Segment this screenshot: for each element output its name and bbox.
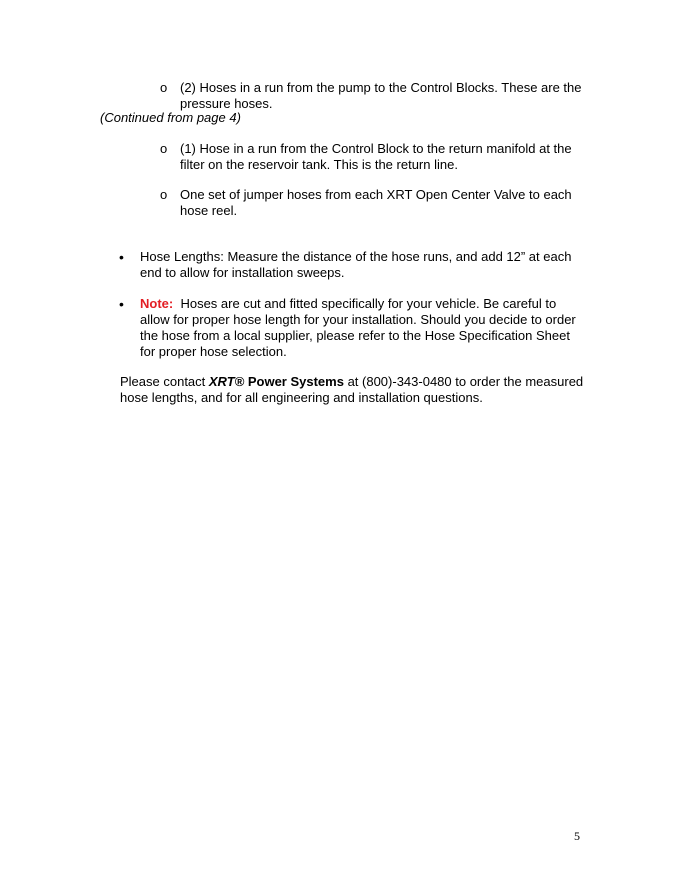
list-item: (1) Hose in a run from the Control Block to the return manifold at the filter on the reservoir tank. This is the return line. <box>180 141 572 172</box>
list-item: One set of jumper hoses from each XRT Open Center Valve to each hose reel. <box>180 187 572 218</box>
note-item <box>140 296 585 360</box>
page-number: 5 <box>574 829 580 843</box>
brand-xrt: XRT® <box>208 374 245 389</box>
continued-note: (Continued from page 4) <box>100 110 241 125</box>
contact-paragraph <box>120 374 590 406</box>
list-item: (2) Hoses in a run from the pump to the Control Blocks. These are the pressure hoses. <box>180 80 582 111</box>
list-item: Hose Lengths: Measure the distance of the hose runs, and add 12” at each end to allow for installation sweeps. <box>140 249 572 280</box>
note-text: Hoses are cut and fitted specifically for your vehicle. Be careful to allow for proper hose length for your installation. Should you decide to order the hose from a local supplier, please refer to the Hose Specification Sheet for proper hose selection. <box>140 296 576 359</box>
sub-bullet-marker: o <box>160 80 168 95</box>
sub-bullet-marker: o <box>160 187 168 202</box>
sub-bullet-marker: o <box>160 141 168 156</box>
bullet-marker: • <box>119 296 124 312</box>
contact-prefix: Please contact <box>120 374 209 389</box>
note-label: Note: <box>140 296 174 311</box>
brand-name <box>209 374 344 389</box>
contact-suffix: at (800)-343-0480 to order the measured hose lengths, and for all engineering and installation questions. <box>120 374 584 405</box>
brand-rest: Power Systems <box>244 374 344 389</box>
bullet-marker: • <box>119 249 124 265</box>
